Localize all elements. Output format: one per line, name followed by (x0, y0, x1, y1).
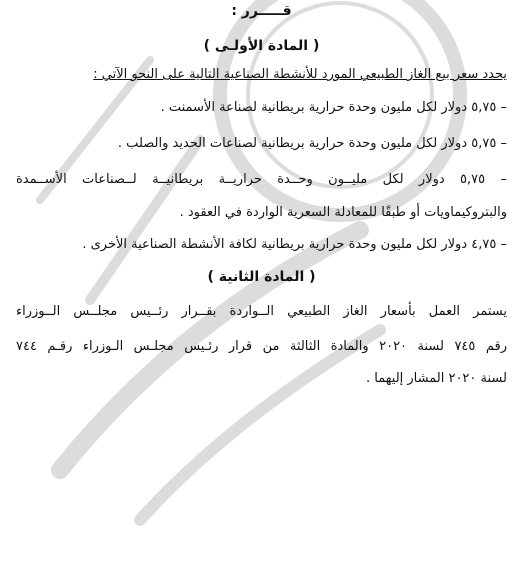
article-2-line-2: رقم ٧٤٥ لسنة ٢٠٢٠ والمادة الثالثة من قرار رئـيس مجلـس الـوزراء رقـم ٧٤٤ (16, 339, 508, 354)
article-2-title: ( المادة الثانية ) (207, 269, 316, 285)
article-1-item-fertilizers: – ٥,٧٥ دولار لكل مليــون وحــدة حراريــة بريطانيــة لــصناعات الأســمدة (16, 172, 507, 187)
decree-heading: قـــــرر : (231, 3, 292, 19)
article-1-title: ( المادة الأولـى ) (203, 38, 320, 54)
article-1-item-steel: – ٥,٧٥ دولار لكل مليون وحدة حرارية بريطانية لصناعات الحديد والصلب . (117, 136, 507, 151)
article-1-item-other: – ٤,٧٥ دولار لكل مليون وحدة حرارية بريطانية لكافة الأنشطة الصناعية الأخرى . (82, 237, 507, 252)
article-2-line-3: لسنة ٢٠٢٠ المشار إليهما . (366, 371, 507, 386)
article-1-item-cement: – ٥,٧٥ دولار لكل مليون وحدة حرارية بريطانية لصناعة الأسمنت . (160, 100, 507, 115)
article-1-item-fertilizers-continued: والبتروكيماويات أو طبقًا للمعادلة السعرية الواردة في العقود . (179, 205, 507, 220)
article-2-line-1: يستمر العمل بأسعار الغاز الطبيعي الــواردة بقــرار رئــيس مجلــس الــوزراء (16, 304, 507, 319)
article-1-intro: يحدد سعر بيع الغاز الطبيعي المورد للأنشطة الصناعية التالية على النحو الآتي : (93, 67, 507, 82)
